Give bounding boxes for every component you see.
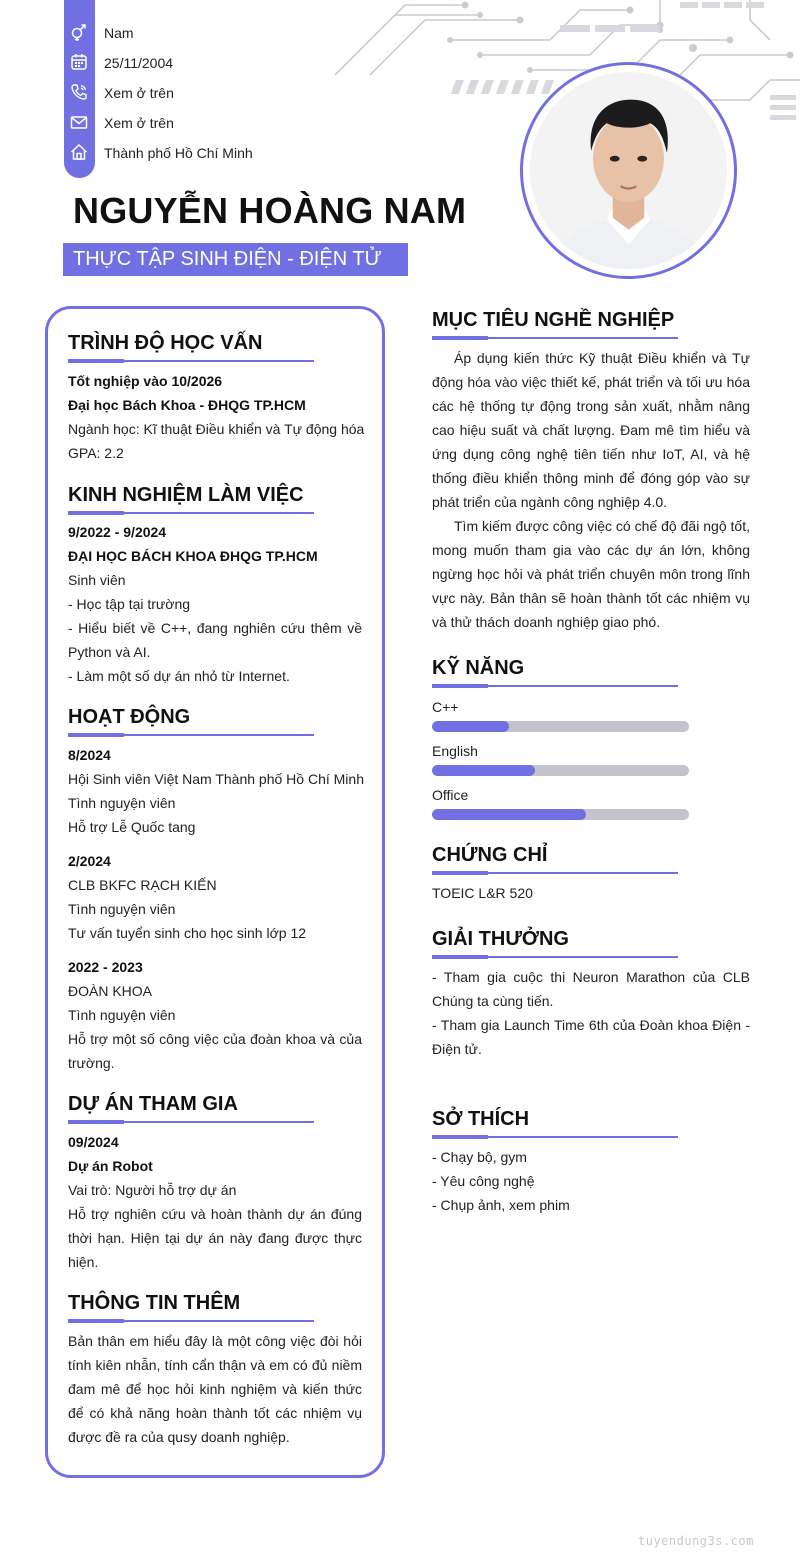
additional-title: THÔNG TIN THÊM xyxy=(68,1292,241,1314)
project-name: Dự án Robot xyxy=(68,1158,153,1174)
activities-underline xyxy=(68,734,314,736)
awards-underline xyxy=(432,956,678,958)
hobbies-title: SỞ THÍCH xyxy=(432,1108,530,1130)
contact-phone: Xem ở trên xyxy=(104,85,174,101)
award-item: - Tham gia Launch Time 6th của Đoàn khoa Điện - Điện tử. xyxy=(432,1017,750,1057)
objective-title: MỤC TIÊU NGHỀ NGHIỆP xyxy=(432,309,675,331)
contact-email: Xem ở trên xyxy=(104,115,174,131)
experience-company: ĐẠI HỌC BÁCH KHOA ĐHQG TP.HCM xyxy=(68,548,318,564)
skill-bar-fill xyxy=(432,809,586,820)
education-underline xyxy=(68,360,314,362)
activities-title: HOẠT ĐỘNG xyxy=(68,706,191,728)
activity-org: CLB BKFC RẠCH KIẾN xyxy=(68,877,217,893)
experience-title: KINH NGHIỆM LÀM VIỆC xyxy=(68,484,304,506)
activity-date: 8/2024 xyxy=(68,747,111,763)
activity-date: 2022 - 2023 xyxy=(68,959,143,975)
skill-name: English xyxy=(432,743,478,759)
contact-birthday: 25/11/2004 xyxy=(104,55,174,71)
phone-icon xyxy=(69,82,89,102)
objective-text xyxy=(432,346,750,634)
education-graduation: Tốt nghiệp vào 10/2026 xyxy=(68,373,223,389)
skill-name: Office xyxy=(432,787,469,803)
activity-role: Tình nguyện viên xyxy=(68,901,176,917)
projects-underline xyxy=(68,1121,314,1123)
experience-duty: - Làm một số dự án nhỏ từ Internet. xyxy=(68,668,290,684)
additional-underline xyxy=(68,1320,314,1322)
experience-duty: - Học tập tại trường xyxy=(68,596,191,612)
skills-title: KỸ NĂNG xyxy=(432,657,525,679)
skill-bar-track xyxy=(432,809,689,820)
education-major: Ngành học: Kĩ thuật Điều khiển và Tự động hóa xyxy=(68,421,365,437)
candidate-name: NGUYỄN HOÀNG NAM xyxy=(73,190,467,231)
watermark: tuyendung3s.com xyxy=(638,1534,754,1548)
skill-bar-fill xyxy=(432,721,509,732)
skills-underline xyxy=(432,685,678,687)
hobby-item: - Chạy bộ, gym xyxy=(432,1149,527,1165)
hobby-item: - Yêu công nghệ xyxy=(432,1173,535,1189)
job-position: THỰC TẬP SINH ĐIỆN - ĐIỆN TỬ xyxy=(63,243,408,276)
project-date: 09/2024 xyxy=(68,1134,119,1150)
activity-desc: Hỗ trợ một số công việc của đoàn khoa và của trường. xyxy=(68,1031,362,1071)
hobby-item: - Chụp ảnh, xem phim xyxy=(432,1197,570,1213)
objective-paragraph: Áp dụng kiến thức Kỹ thuật Điều khiển và Tự động hóa vào việc thiết kế, phát triển và tối ưu hóa các hệ thống tự động trong sản xuất, nhằm nâng cao hiệu suất và chất lượng. Đam mê tìm hiểu và ứng dụng công nghệ tiên tiến như IoT, AI, và hệ thống điều khiển thông minh để đóng góp vào sự phát triển của ngành công nghiệp 4.0. xyxy=(432,350,750,510)
gender-icon xyxy=(69,22,89,42)
additional-text: Bản thân em hiểu đây là một công việc đòi hỏi tính kiên nhẫn, tính cẩn thận và em có đủ niềm đam mê để học hỏi kinh nghiệm và kiến thức để có khả năng hoàn thành tốt các nhiệm vụ được đề ra của qusy doanh nghiệp. xyxy=(68,1333,362,1445)
skill-bar-track xyxy=(432,721,689,732)
projects-title: DỰ ÁN THAM GIA xyxy=(68,1093,238,1115)
education-gpa: GPA: 2.2 xyxy=(68,445,124,461)
portrait-photo xyxy=(530,72,727,269)
email-icon xyxy=(69,112,89,132)
experience-period: 9/2022 - 9/2024 xyxy=(68,524,167,540)
activity-desc: Tư vấn tuyển sinh cho học sinh lớp 12 xyxy=(68,925,307,941)
contact-gender: Nam xyxy=(104,25,134,41)
certificates-title: CHỨNG CHỈ xyxy=(432,844,548,866)
skill-bar-fill xyxy=(432,765,535,776)
skill-bar-track xyxy=(432,765,689,776)
project-role: Vai trò: Người hỗ trợ dự án xyxy=(68,1182,237,1198)
activity-date: 2/2024 xyxy=(68,853,111,869)
award-item: - Tham gia cuộc thi Neuron Marathon của CLB Chúng ta cùng tiến. xyxy=(432,969,750,1009)
activity-org: ĐOÀN KHOA xyxy=(68,983,153,999)
objective-underline xyxy=(432,337,678,339)
experience-role: Sinh viên xyxy=(68,572,126,588)
education-title: TRÌNH ĐỘ HỌC VẤN xyxy=(68,332,263,354)
project-desc: Hỗ trợ nghiên cứu và hoàn thành dự án đúng thời hạn. Hiện tại dự án này đang được thực hiện. xyxy=(68,1206,362,1270)
experience-duty: - Hiểu biết về C++, đang nghiên cứu thêm về Python và AI. xyxy=(68,620,362,660)
activity-role: Tình nguyện viên xyxy=(68,795,176,811)
activity-org: Hội Sinh viên Việt Nam Thành phố Hồ Chí Minh xyxy=(68,771,364,787)
experience-underline xyxy=(68,512,314,514)
activity-desc: Hỗ trợ Lễ Quốc tang xyxy=(68,819,196,835)
education-school: Đại học Bách Khoa - ĐHQG TP.HCM xyxy=(68,397,306,413)
avatar xyxy=(520,62,737,279)
calendar-icon xyxy=(69,52,89,72)
objective-paragraph: Tìm kiếm được công việc có chế độ đãi ngộ tốt, mong muốn tham gia vào các dự án lớn, không ngừng học hỏi và phát triển chuyên môn trong lĩnh vực này. Bản thân sẽ hoàn thành tốt các nhiệm vụ và thử thách doanh nghiệp giao phó. xyxy=(432,518,750,630)
certificates-underline xyxy=(432,872,678,874)
home-icon xyxy=(69,142,89,162)
certificate-item: TOEIC L&R 520 xyxy=(432,885,533,901)
activity-role: Tình nguyện viên xyxy=(68,1007,176,1023)
awards-title: GIẢI THƯỞNG xyxy=(432,928,569,950)
skill-name: C++ xyxy=(432,699,459,715)
contact-address: Thành phố Hồ Chí Minh xyxy=(104,145,253,161)
hobbies-underline xyxy=(432,1136,678,1138)
